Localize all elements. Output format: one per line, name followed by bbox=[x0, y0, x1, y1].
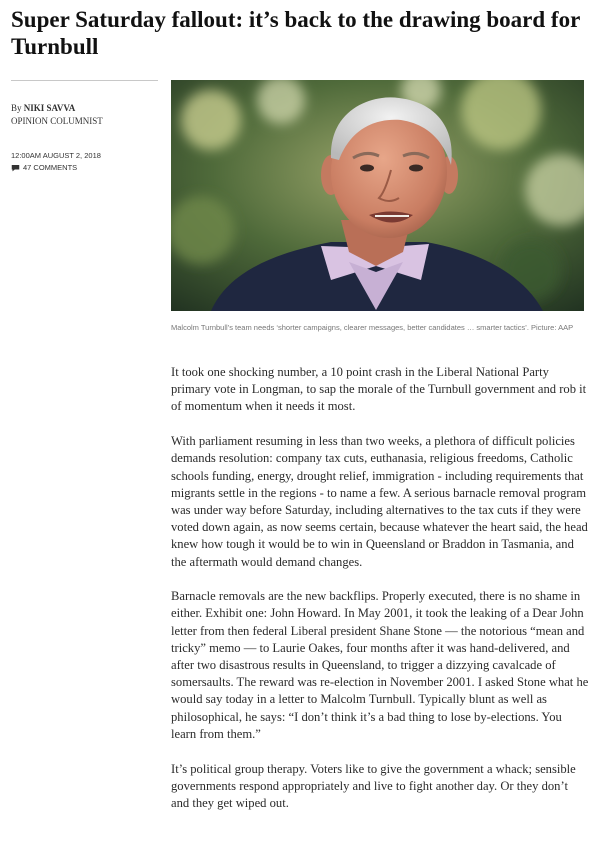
image-caption: Malcolm Turnbull’s team needs ‘shorter campaigns, clearer messages, better candidates … smarter tactics’. Picture: AAP bbox=[171, 323, 574, 332]
byline bbox=[11, 102, 161, 128]
comment-bubble-icon bbox=[11, 164, 20, 172]
divider bbox=[11, 80, 158, 81]
article-meta bbox=[11, 150, 161, 174]
comments-count[interactable]: 47 COMMENTS bbox=[23, 163, 78, 172]
byline-prefix: By bbox=[11, 103, 22, 113]
article-body bbox=[171, 364, 589, 830]
article-paragraph: It took one shocking number, a 10 point crash in the Liberal National Party primary vote in Longman, to sap the morale of the Turnbull government and rob it of momentum when it needs it most. bbox=[171, 365, 587, 414]
author-name[interactable]: NIKI SAVVA bbox=[23, 103, 76, 113]
author-role: OPINION COLUMNIST bbox=[11, 116, 103, 126]
hero-image bbox=[171, 80, 584, 311]
publish-timestamp: 12:00AM AUGUST 2, 2018 bbox=[11, 151, 101, 160]
article-headline: Super Saturday fallout: it’s back to the drawing board for Turnbull bbox=[11, 7, 580, 59]
comments-link[interactable] bbox=[11, 162, 161, 174]
article-paragraph: With parliament resuming in less than two weeks, a plethora of difficult policies demands resolution: company tax cuts, euthanasia, religious freedoms, Catholic schools funding, energy, drought relief, immigration - including requirements that migrants settle in the regions - to name a few. A serious barnacle removal program was under way before Saturday, including alternatives to the tax cuts if they were voted down again, as now seems certain, because whatever the heart said, the head knew how tough it would be to win in Queensland or Braddon in Tasmania, and the aftermath would demand changes. bbox=[171, 434, 588, 569]
article-paragraph: Barnacle removals are the new backflips. Properly executed, there is no shame in either. Exhibit one: John Howard. In May 2001, it took the leaking of a Dear John letter from then federal Liberal president Shane Stone — the notorious “mean and tricky” memo — to Laurie Oakes, four months after it was hand-delivered, and after two disastrous results in Queensland, to trigger a dizzying cavalcade of somersaults. The reward was re-election in November 2001. I asked Stone what he would say today in a letter to Malcolm Turnbull. Typically blunt as well as philosophical, he says: “I don’t think it’s a bad thing to lose by-elections. You learn from them.” bbox=[171, 589, 589, 741]
article-paragraph: It’s political group therapy. Voters like to give the government a whack; sensible governments respond appropriately and live to fight another day. Or they don’t and they get wiped out. bbox=[171, 761, 576, 810]
